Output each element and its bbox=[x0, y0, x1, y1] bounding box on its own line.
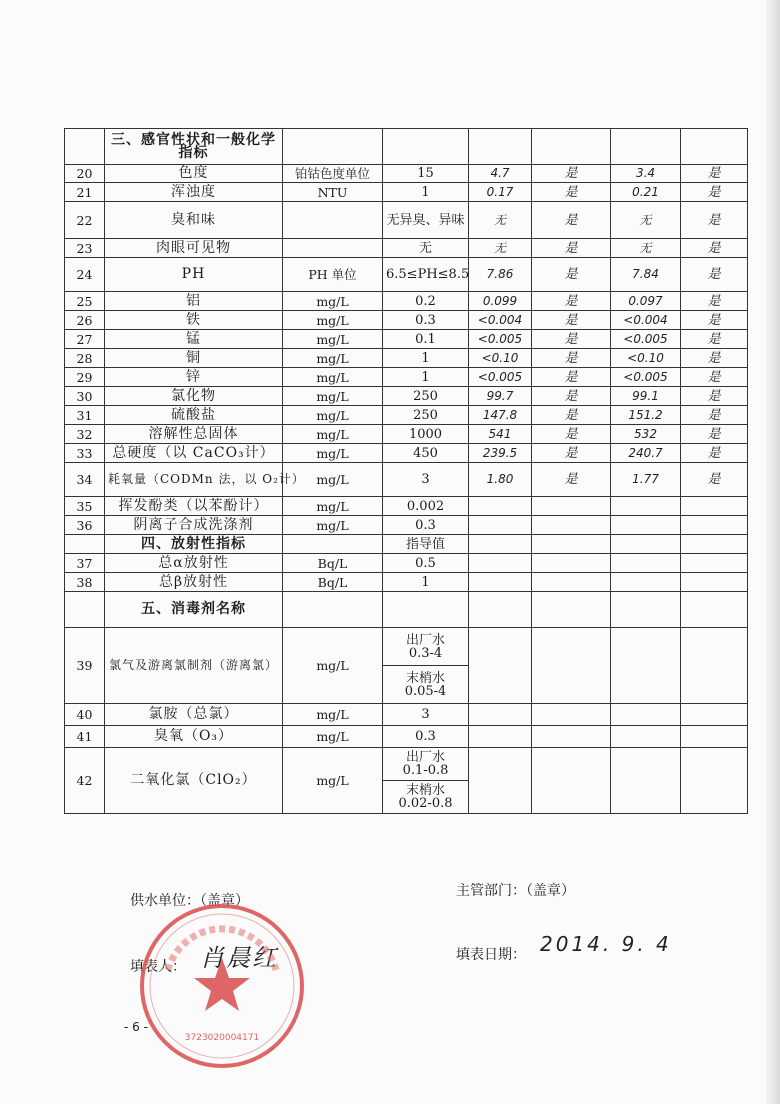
limit-cell: 0.002 bbox=[383, 497, 469, 516]
table-row bbox=[65, 129, 748, 165]
judge-cell: 是 bbox=[681, 183, 748, 202]
table-row bbox=[65, 535, 748, 554]
judge-cell: 是 bbox=[681, 368, 748, 387]
item-unit: mg/L bbox=[283, 349, 383, 368]
result-cell bbox=[611, 704, 681, 726]
judge-cell bbox=[532, 592, 611, 628]
row-number: 20 bbox=[65, 165, 105, 183]
limit-cell: 0.5 bbox=[383, 554, 469, 573]
item-unit: mg/L bbox=[283, 387, 383, 406]
row-number: 26 bbox=[65, 311, 105, 330]
judge-cell: 是 bbox=[681, 258, 748, 292]
row-number: 29 bbox=[65, 368, 105, 387]
item-name: 锰 bbox=[105, 330, 283, 349]
judge-cell: 是 bbox=[532, 463, 611, 497]
row-number: 38 bbox=[65, 573, 105, 592]
judge-cell: 是 bbox=[532, 425, 611, 444]
result-cell: 3.4 bbox=[611, 165, 681, 183]
table-row bbox=[65, 554, 748, 573]
table-row bbox=[65, 516, 748, 535]
section-heading: 五、消毒剂名称 bbox=[105, 592, 283, 628]
result-cell: <0.10 bbox=[469, 349, 532, 368]
judge-cell: 是 bbox=[681, 406, 748, 425]
item-unit: mg/L bbox=[283, 497, 383, 516]
result-cell: <0.004 bbox=[469, 311, 532, 330]
result-cell bbox=[469, 592, 532, 628]
limit-cell: 1 bbox=[383, 368, 469, 387]
limit-cell: 0.3 bbox=[383, 311, 469, 330]
table-row bbox=[65, 239, 748, 258]
item-name: 耗氧量（CODMn 法，以 O₂计） bbox=[105, 463, 283, 497]
page-number: - 6 - bbox=[124, 1020, 148, 1034]
table-row bbox=[65, 726, 748, 748]
row-number: 36 bbox=[65, 516, 105, 535]
limit-cell: 0.2 bbox=[383, 292, 469, 311]
judge-cell: 是 bbox=[532, 387, 611, 406]
table-row bbox=[65, 748, 748, 781]
judge-cell: 是 bbox=[532, 258, 611, 292]
judge-cell: 是 bbox=[532, 444, 611, 463]
table-row bbox=[65, 704, 748, 726]
judge-cell bbox=[532, 497, 611, 516]
item-name: 总β放射性 bbox=[105, 573, 283, 592]
result-cell: <0.005 bbox=[469, 330, 532, 349]
table-row bbox=[65, 387, 748, 406]
limit-label: 末梢水 bbox=[405, 670, 445, 686]
limit-cell: 1 bbox=[383, 573, 469, 592]
item-name: 肉眼可见物 bbox=[105, 239, 283, 258]
result-cell bbox=[469, 129, 532, 165]
table-row bbox=[65, 444, 748, 463]
row-number: 24 bbox=[65, 258, 105, 292]
judge-cell bbox=[681, 573, 748, 592]
item-unit: mg/L bbox=[283, 748, 383, 814]
judge-cell bbox=[532, 748, 611, 814]
table-row bbox=[65, 592, 748, 628]
item-name: 氯化物 bbox=[105, 387, 283, 406]
row-number: 41 bbox=[65, 726, 105, 748]
limit-value: 0.3-4 bbox=[408, 645, 443, 661]
result-cell: 541 bbox=[469, 425, 532, 444]
table-row bbox=[65, 425, 748, 444]
judge-cell: 是 bbox=[681, 463, 748, 497]
result-cell bbox=[469, 516, 532, 535]
result-cell: 无 bbox=[611, 202, 681, 239]
judge-cell: 是 bbox=[681, 165, 748, 183]
limit-value: 0.1-0.8 bbox=[402, 763, 449, 778]
result-cell: 239.5 bbox=[469, 444, 532, 463]
table-row bbox=[65, 349, 748, 368]
judge-cell bbox=[532, 535, 611, 554]
result-cell: <0.004 bbox=[611, 311, 681, 330]
limit-cell bbox=[383, 129, 469, 165]
result-cell bbox=[611, 535, 681, 554]
item-unit: mg/L bbox=[283, 463, 383, 497]
row-number: 33 bbox=[65, 444, 105, 463]
row-number: 22 bbox=[65, 202, 105, 239]
judge-cell: 是 bbox=[532, 368, 611, 387]
result-cell bbox=[611, 726, 681, 748]
item-name: 色度 bbox=[105, 165, 283, 183]
item-name: 硫酸盐 bbox=[105, 406, 283, 425]
table-row bbox=[65, 406, 748, 425]
table-row bbox=[65, 573, 748, 592]
result-cell: <0.005 bbox=[611, 330, 681, 349]
item-unit: mg/L bbox=[283, 516, 383, 535]
limit-cell bbox=[383, 666, 469, 704]
result-cell bbox=[469, 497, 532, 516]
result-cell bbox=[611, 628, 681, 704]
item-unit: NTU bbox=[283, 183, 383, 202]
limit-cell: 250 bbox=[383, 406, 469, 425]
row-number: 21 bbox=[65, 183, 105, 202]
supplier-label: 供水单位：（盖章） bbox=[130, 893, 249, 909]
limit-cell bbox=[383, 628, 469, 666]
water-quality-table bbox=[64, 128, 748, 814]
table-row bbox=[65, 202, 748, 239]
limit-cell bbox=[383, 781, 469, 814]
table-row bbox=[65, 330, 748, 349]
item-unit bbox=[283, 129, 383, 165]
limit-cell: 3 bbox=[383, 463, 469, 497]
judge-cell: 是 bbox=[681, 311, 748, 330]
result-cell: 99.1 bbox=[611, 387, 681, 406]
limit-cell: 0.1 bbox=[383, 330, 469, 349]
judge-cell bbox=[681, 129, 748, 165]
result-cell: 4.7 bbox=[469, 165, 532, 183]
limit-cell: 15 bbox=[383, 165, 469, 183]
table-row bbox=[65, 463, 748, 497]
result-cell: 1.77 bbox=[611, 463, 681, 497]
filler-signature: 肖晨红 bbox=[200, 944, 278, 972]
judge-cell: 是 bbox=[532, 406, 611, 425]
result-cell: 151.2 bbox=[611, 406, 681, 425]
limit-cell: 无 bbox=[383, 239, 469, 258]
result-cell: 0.21 bbox=[611, 183, 681, 202]
result-cell bbox=[611, 554, 681, 573]
judge-cell: 是 bbox=[681, 349, 748, 368]
judge-cell: 是 bbox=[532, 330, 611, 349]
row-number: 40 bbox=[65, 704, 105, 726]
section-heading: 四、放射性指标 bbox=[105, 535, 283, 554]
judge-cell: 是 bbox=[532, 239, 611, 258]
item-name: 浑浊度 bbox=[105, 183, 283, 202]
row-number bbox=[65, 129, 105, 165]
item-unit: 铂钴色度单位 bbox=[283, 165, 383, 183]
judge-cell: 是 bbox=[681, 202, 748, 239]
limit-label: 出厂水 bbox=[405, 632, 445, 648]
seal-number: 3723020004171 bbox=[184, 1033, 260, 1043]
row-number bbox=[65, 535, 105, 554]
fill-date: 2014. 9. 4 bbox=[540, 932, 672, 956]
table-row bbox=[65, 292, 748, 311]
item-name: 溶解性总固体 bbox=[105, 425, 283, 444]
judge-cell: 是 bbox=[532, 165, 611, 183]
table-row bbox=[65, 183, 748, 202]
row-number: 32 bbox=[65, 425, 105, 444]
result-cell bbox=[469, 554, 532, 573]
limit-cell: 450 bbox=[383, 444, 469, 463]
row-number: 39 bbox=[65, 628, 105, 704]
limit-cell: 6.5≤PH≤8.5 bbox=[383, 258, 469, 292]
table-row bbox=[65, 497, 748, 516]
limit-value: 0.02-0.8 bbox=[398, 796, 453, 811]
judge-cell: 是 bbox=[681, 239, 748, 258]
result-cell bbox=[611, 573, 681, 592]
limit-cell bbox=[383, 592, 469, 628]
judge-cell bbox=[681, 726, 748, 748]
row-number: 23 bbox=[65, 239, 105, 258]
judge-cell bbox=[532, 704, 611, 726]
judge-cell bbox=[681, 704, 748, 726]
authority-label: 主管部门：（盖章） bbox=[456, 883, 575, 899]
judge-cell: 是 bbox=[532, 311, 611, 330]
result-cell: 无 bbox=[469, 239, 532, 258]
judge-cell bbox=[681, 628, 748, 704]
result-cell: 147.8 bbox=[469, 406, 532, 425]
judge-cell bbox=[532, 554, 611, 573]
limit-value: 0.05-4 bbox=[404, 683, 447, 699]
result-cell: 0.17 bbox=[469, 183, 532, 202]
item-unit: mg/L bbox=[283, 704, 383, 726]
item-unit: mg/L bbox=[283, 311, 383, 330]
table-row bbox=[65, 311, 748, 330]
row-number: 34 bbox=[65, 463, 105, 497]
table-row bbox=[65, 258, 748, 292]
result-cell bbox=[469, 535, 532, 554]
item-unit: mg/L bbox=[283, 406, 383, 425]
company-seal bbox=[136, 900, 308, 1072]
item-name: 总α放射性 bbox=[105, 554, 283, 573]
row-number bbox=[65, 592, 105, 628]
limit-label: 出厂水 bbox=[405, 750, 445, 765]
row-number: 27 bbox=[65, 330, 105, 349]
result-cell: 无 bbox=[611, 239, 681, 258]
item-unit: PH 单位 bbox=[283, 258, 383, 292]
result-cell bbox=[469, 726, 532, 748]
item-name: 阴离子合成洗涤剂 bbox=[105, 516, 283, 535]
result-cell: <0.005 bbox=[611, 368, 681, 387]
limit-cell: 3 bbox=[383, 704, 469, 726]
item-name: 挥发酚类（以苯酚计） bbox=[105, 497, 283, 516]
row-number: 28 bbox=[65, 349, 105, 368]
result-cell: 7.86 bbox=[469, 258, 532, 292]
judge-cell bbox=[681, 554, 748, 573]
item-unit: mg/L bbox=[283, 330, 383, 349]
item-name: 铝 bbox=[105, 292, 283, 311]
result-cell: 0.097 bbox=[611, 292, 681, 311]
row-number: 35 bbox=[65, 497, 105, 516]
item-unit: mg/L bbox=[283, 444, 383, 463]
item-unit bbox=[283, 239, 383, 258]
limit-cell: 指导值 bbox=[383, 535, 469, 554]
row-number: 31 bbox=[65, 406, 105, 425]
page-edge bbox=[766, 0, 780, 1104]
table-row bbox=[65, 368, 748, 387]
judge-cell: 是 bbox=[532, 183, 611, 202]
judge-cell: 是 bbox=[532, 349, 611, 368]
item-unit bbox=[283, 202, 383, 239]
limit-cell: 0.3 bbox=[383, 726, 469, 748]
item-unit: Bq/L bbox=[283, 573, 383, 592]
item-name: 臭和味 bbox=[105, 202, 283, 239]
item-name: 臭氧（O₃） bbox=[105, 726, 283, 748]
item-name: 锌 bbox=[105, 368, 283, 387]
judge-cell: 是 bbox=[681, 425, 748, 444]
result-cell bbox=[469, 628, 532, 704]
row-number: 42 bbox=[65, 748, 105, 814]
result-cell bbox=[469, 573, 532, 592]
limit-cell: 无异臭、异味 bbox=[383, 202, 469, 239]
section-heading: 三、感官性状和一般化学指标 bbox=[105, 129, 283, 165]
judge-cell bbox=[681, 497, 748, 516]
limit-cell: 250 bbox=[383, 387, 469, 406]
judge-cell bbox=[532, 628, 611, 704]
result-cell: 7.84 bbox=[611, 258, 681, 292]
result-cell: <0.005 bbox=[469, 368, 532, 387]
result-cell bbox=[469, 748, 532, 814]
date-label: 填表日期： bbox=[456, 947, 526, 963]
item-unit: mg/L bbox=[283, 726, 383, 748]
item-unit: mg/L bbox=[283, 628, 383, 704]
result-cell bbox=[611, 129, 681, 165]
judge-cell bbox=[681, 592, 748, 628]
judge-cell bbox=[681, 748, 748, 814]
item-name: 总硬度（以 CaCO₃计） bbox=[105, 444, 283, 463]
filler-label: 填表人： bbox=[130, 959, 186, 975]
result-cell bbox=[611, 497, 681, 516]
result-cell: 240.7 bbox=[611, 444, 681, 463]
judge-cell: 是 bbox=[681, 330, 748, 349]
limit-label: 末梢水 bbox=[405, 783, 445, 798]
table-row bbox=[65, 165, 748, 183]
result-cell: 532 bbox=[611, 425, 681, 444]
item-name: PH bbox=[105, 258, 283, 292]
judge-cell bbox=[532, 573, 611, 592]
result-cell: 0.099 bbox=[469, 292, 532, 311]
judge-cell bbox=[532, 516, 611, 535]
judge-cell bbox=[532, 129, 611, 165]
result-cell bbox=[611, 516, 681, 535]
result-cell bbox=[611, 748, 681, 814]
result-cell: 99.7 bbox=[469, 387, 532, 406]
item-unit bbox=[283, 535, 383, 554]
item-unit: mg/L bbox=[283, 368, 383, 387]
item-unit bbox=[283, 592, 383, 628]
item-name: 铁 bbox=[105, 311, 283, 330]
judge-cell: 是 bbox=[532, 202, 611, 239]
item-unit: mg/L bbox=[283, 425, 383, 444]
judge-cell bbox=[681, 535, 748, 554]
judge-cell: 是 bbox=[681, 387, 748, 406]
limit-cell bbox=[383, 748, 469, 781]
result-cell: 1.80 bbox=[469, 463, 532, 497]
result-cell: <0.10 bbox=[611, 349, 681, 368]
result-cell: 无 bbox=[469, 202, 532, 239]
result-cell bbox=[611, 592, 681, 628]
limit-cell: 1000 bbox=[383, 425, 469, 444]
result-cell bbox=[469, 704, 532, 726]
judge-cell bbox=[681, 516, 748, 535]
item-name: 铜 bbox=[105, 349, 283, 368]
item-unit: Bq/L bbox=[283, 554, 383, 573]
judge-cell: 是 bbox=[681, 292, 748, 311]
limit-cell: 0.3 bbox=[383, 516, 469, 535]
item-unit: mg/L bbox=[283, 292, 383, 311]
row-number: 30 bbox=[65, 387, 105, 406]
judge-cell: 是 bbox=[532, 292, 611, 311]
judge-cell bbox=[532, 726, 611, 748]
row-number: 25 bbox=[65, 292, 105, 311]
table-row bbox=[65, 628, 748, 666]
limit-cell: 1 bbox=[383, 183, 469, 202]
item-name: 氯气及游离氯制剂（游离氯） bbox=[105, 628, 283, 704]
item-name: 氯胺（总氯） bbox=[105, 704, 283, 726]
item-name: 二氧化氯（ClO₂） bbox=[105, 748, 283, 814]
row-number: 37 bbox=[65, 554, 105, 573]
limit-cell: 1 bbox=[383, 349, 469, 368]
judge-cell: 是 bbox=[681, 444, 748, 463]
